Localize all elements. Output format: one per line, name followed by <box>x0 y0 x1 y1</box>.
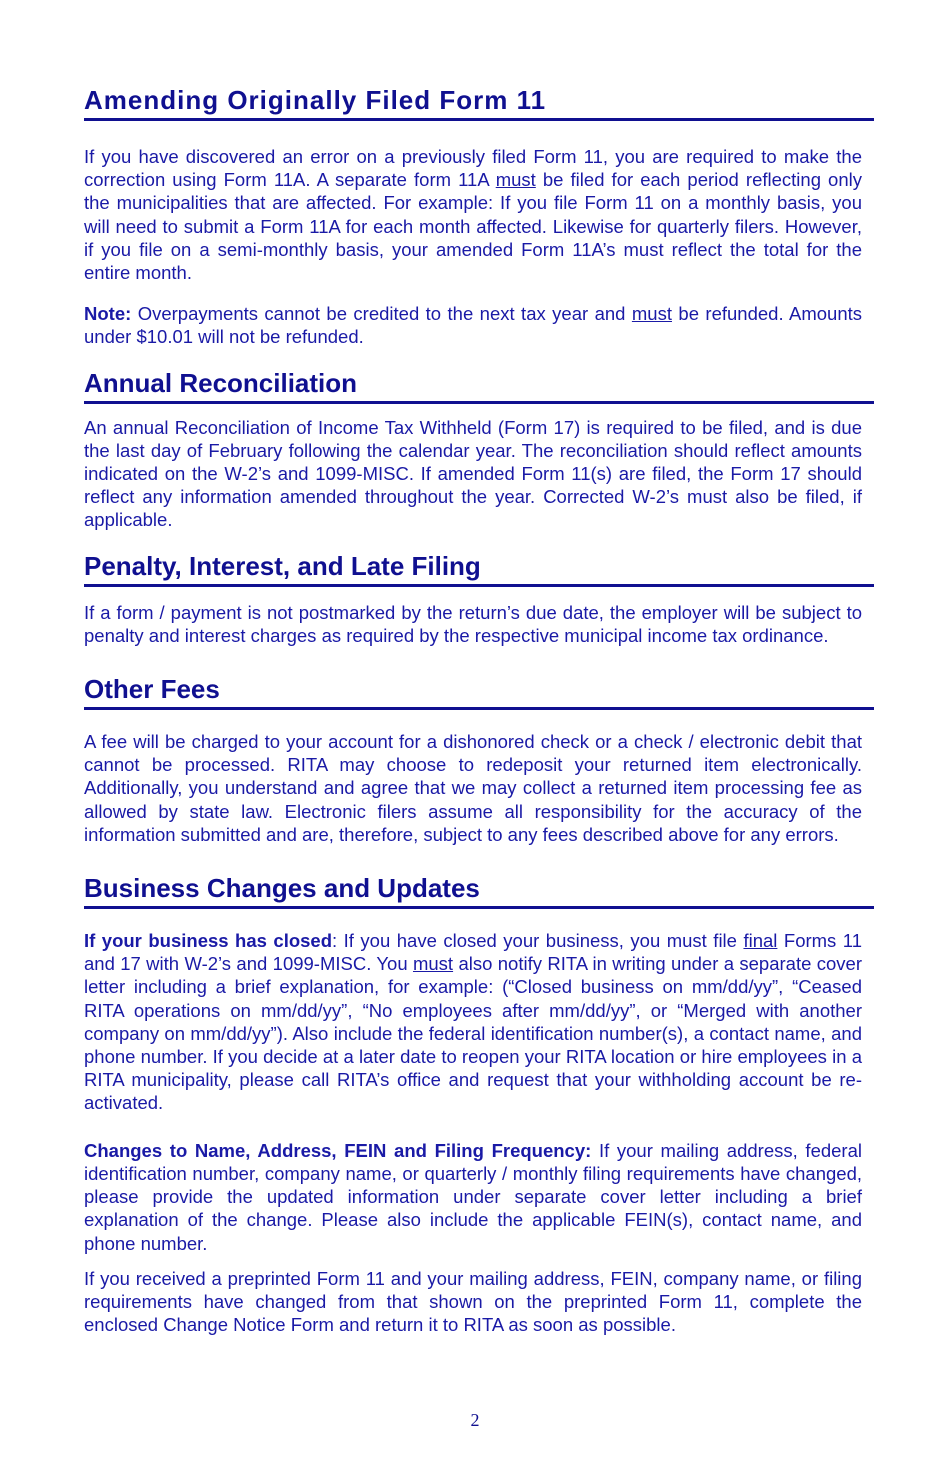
heading-annual-reconciliation: Annual Reconciliation <box>84 367 874 404</box>
paragraph-amending: If you have discovered an error on a previously filed Form 11, you are required to make the correction using Form 11A. A separate form 11A must be filed for each period reflecting only the municipalities that are affected. For example: If you file Form 11 on a monthly basis, you will need to submit a Form 11A for each month affected. Likewise for quarterly filers. However, if you file on a semi-monthly basis, your amended Form 11A’s must reflect the total for the entire month. <box>84 146 862 284</box>
paragraph-business-closed: If your business has closed: If you have closed your business, you must file final Forms 11 and 17 with W-2’s and 1099-MISC. You must also notify RITA in writing under a separate cover letter including a brief explanation, for example: (“Closed business on mm/dd/yy”, “Ceased RITA operations on mm/dd/yy”, “No employees after mm/dd/yy”, or “Merged with another company on mm/dd/yy”). Also include the federal identification number(s), a contact name, and phone number. If you decide at a later date to reopen your RITA location or hire employees in a RITA municipality, please call RITA’s office and request that your withholding account be re-activated. <box>84 930 862 1114</box>
paragraph-changes-name-address: Changes to Name, Address, FEIN and Filing Frequency: If your mailing address, federal identification number, company name, or quarterly / monthly filing requirements have changed, please provide the updated information under separate cover letter including a brief explanation of the change. Please also include the applicable FEIN(s), contact name, and phone number. <box>84 1139 862 1254</box>
heading-business-changes: Business Changes and Updates <box>84 872 874 909</box>
heading-penalty: Penalty, Interest, and Late Filing <box>84 550 874 587</box>
page-number: 2 <box>470 1410 480 1430</box>
paragraph-penalty: If a form / payment is not postmarked by the return’s due date, the employer will be subject to penalty and interest charges as required by the respective municipal income tax ordinance. <box>84 601 862 646</box>
paragraph-preprinted: If you received a preprinted Form 11 and your mailing address, FEIN, company name, or filing requirements have changed from that shown on the preprinted Form 11, complete the enclosed Change Notice Form and return it to RITA as soon as possible. <box>84 1267 862 1336</box>
paragraph-annual-reconciliation: An annual Reconciliation of Income Tax Withheld (Form 17) is required to be filed, and is due the last day of February following the calendar year. The reconciliation should reflect amounts indicated on the W-2’s and 1099-MISC. If amended Form 11(s) are filed, the Form 17 should reflect any information amended throughout the year. Corrected W-2’s must also be filed, if applicable. <box>84 416 862 531</box>
heading-other-fees: Other Fees <box>84 673 874 710</box>
heading-amending: Amending Originally Filed Form 11 <box>84 84 874 121</box>
paragraph-note: Note: Overpayments cannot be credited to the next tax year and must be refunded. Amounts under $10.01 will not be refunded. <box>84 303 863 348</box>
document-page <box>84 84 874 1336</box>
paragraph-other-fees: A fee will be charged to your account for a dishonored check or a check / electronic debit that cannot be processed. RITA may choose to redeposit your returned item electronically. Additionally, you understand and agree that we may collect a returned item processing fee as allowed by state law. Electronic filers assume all responsibility for the accuracy of the information submitted and are, therefore, subject to any fees described above for any errors. <box>84 731 862 845</box>
